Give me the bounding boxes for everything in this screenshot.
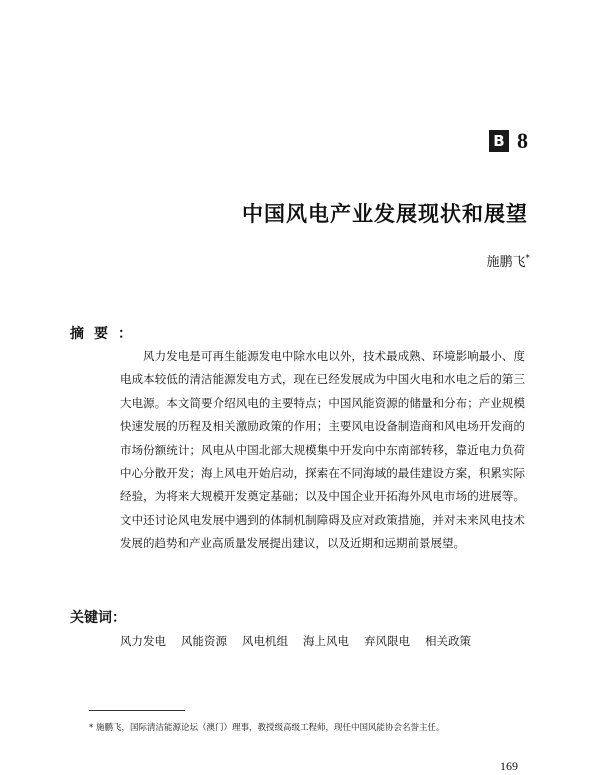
keyword: 弃风限电 (364, 634, 410, 648)
chapter-logo-icon: B (489, 130, 509, 152)
keyword: 海上风电 (303, 634, 349, 648)
chapter-heading (489, 128, 528, 154)
keywords-list (120, 633, 471, 649)
author-name: 施鹏飞 (486, 255, 526, 270)
abstract-label: 摘要： (70, 326, 142, 342)
keywords-label: 关键词： (70, 610, 126, 626)
author (486, 251, 530, 270)
abstract-body: 风力发电是可再生能源发电中除水电以外，技术最成熟、环境影响最小、度电成本较低的清洁能源发电方式，现在已经发展成为中国火电和水电之后的第三大电源。本文简要介绍风电的主要特点；中国风能资源的储量和分布；产业规模快速发展的历程及相关激励政策的作用；主要风电设备制造商和风电场开发商的市场份额统计；风电从中国北部大规模集中开发向中东南部转移，靠近电力负荷中心分散开发；海上风电开始启动，探索在不同海域的最佳建设方案，积累实际经验，为将来大规模开发奠定基础；以及中国企业开拓海外风电市场的进展等。文中还讨论风电发展中遇到的体制机制障碍及应对政策措施，并对未来风电技术发展的趋势和产业高质量发展提出建议，以及近期和远期前景展望。 (120, 349, 525, 551)
keyword: 相关政策 (425, 634, 471, 648)
keyword: 风电机组 (242, 634, 288, 648)
footnote-divider (89, 710, 185, 711)
chapter-number: 8 (517, 128, 528, 153)
article-title: 中国风电产业发展现状和展望 (242, 202, 528, 226)
author-footnote-marker: * (525, 253, 530, 264)
keyword: 风力发电 (120, 634, 166, 648)
page-number: 169 (500, 759, 518, 773)
footnote: * 施鹏飞，国际清洁能源论坛（澳门）理事，教授级高级工程师，现任中国风能协会名誉主任。 (89, 723, 445, 733)
keyword: 风能资源 (181, 634, 227, 648)
